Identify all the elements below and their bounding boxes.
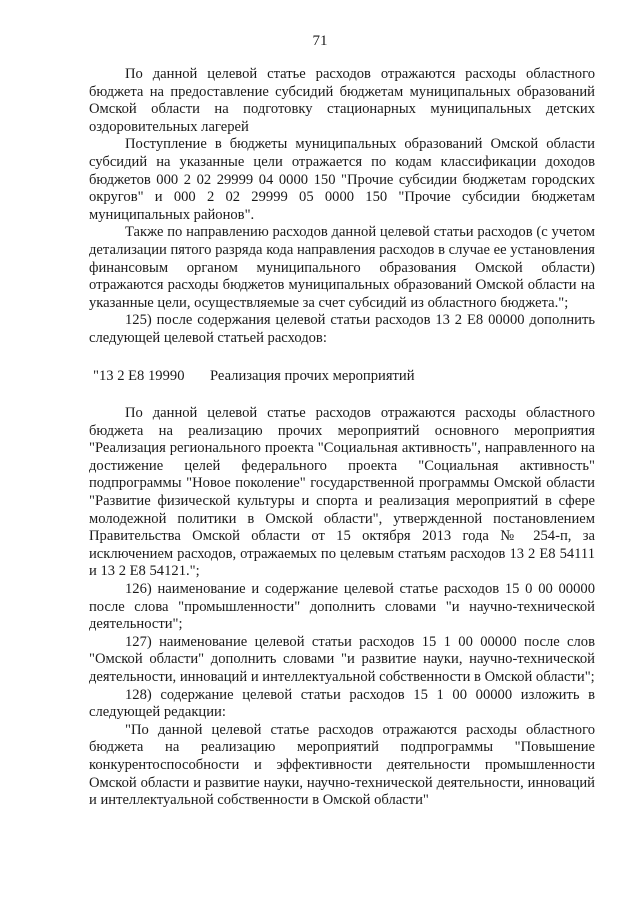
target-article-entry — [89, 368, 595, 386]
document-body — [89, 66, 595, 810]
paragraph-item-125: 125) после содержания целевой статьи расходов 13 2 E8 00000 дополнить следующей целевой статьей расходов: — [89, 312, 595, 346]
paragraph-subsidies-camps: По данной целевой статье расходов отражаются расходы областного бюджета на предоставление субсидий бюджетам муниципальных образований Омской области на подготовку стационарных муниципальных детских оздоровительных лагерей — [89, 66, 595, 135]
paragraph-item-126: 126) наименование и содержание целевой статье расходов 15 0 00 00000 после слова "промышленности" дополнить словами "и научно-технической деятельности"; — [89, 581, 595, 633]
paragraph-item-128: 128) содержание целевой статьи расходов 15 1 00 00000 изложить в следующей редакции: — [89, 686, 595, 721]
target-article-title: Реализация прочих мероприятий — [210, 367, 415, 384]
paragraph-municipal-expenses: Также по направлению расходов данной целевой статьи расходов (с учетом детализации пятого разряда кода направления расходов в случае ее установления финансовым органом муниципального образования Омской области) отражаются расходы бюджетов муниципальных образований Омской области на указанные цели, осуществляемые за счет субсидий из областного бюджета."; — [89, 224, 595, 311]
paragraph-other-activities: По данной целевой статье расходов отражаются расходы областного бюджета на реализацию прочих мероприятий основного мероприятия "Реализация регионального проекта "Социальная активность", направленного на достижение целей федерального проекта "Социальная активность" подпрограммы "Новое поколение" государственной программы Омской области "Развитие физической культуры и спорта и реализация мероприятий в сфере молодежной политики в Омской области", утвержденной постановлением Правительства Омской области от 15 октября 2013 года № 254-п, за исключением расходов, отражаемых по целевым статьям расходов 13 2 E8 54111 и 13 2 E8 54121."; — [89, 405, 595, 580]
target-article-code: "13 2 E8 19990 — [93, 367, 185, 384]
paragraph-income-codes: Поступление в бюджеты муниципальных образований Омской области субсидий на указанные цели отражается по кодам классификации доходов бюджетов 000 2 02 29999 04 0000 150 "Прочие субсидии бюджетам городских округов" и 000 2 02 29999 05 0000 150 "Прочие субсидии бюджетам муниципальных районов". — [89, 136, 595, 223]
paragraph-item-127: 127) наименование целевой статьи расходов 15 1 00 00000 после слов "Омской области" дополнить словами "и развитие науки, научно-технической деятельности, инноваций и интеллектуальной собственности в Омской области"; — [89, 633, 595, 685]
page-number: 71 — [312, 33, 328, 49]
paragraph-new-wording: "По данной целевой статье расходов отражаются расходы областного бюджета на реализацию мероприятий подпрограммы "Повышение конкурентоспособности и эффективности деятельности промышленности Омской области и развитие науки, научно-технической деятельности, инноваций и интеллектуальной собственности в Омской области" — [89, 721, 595, 809]
